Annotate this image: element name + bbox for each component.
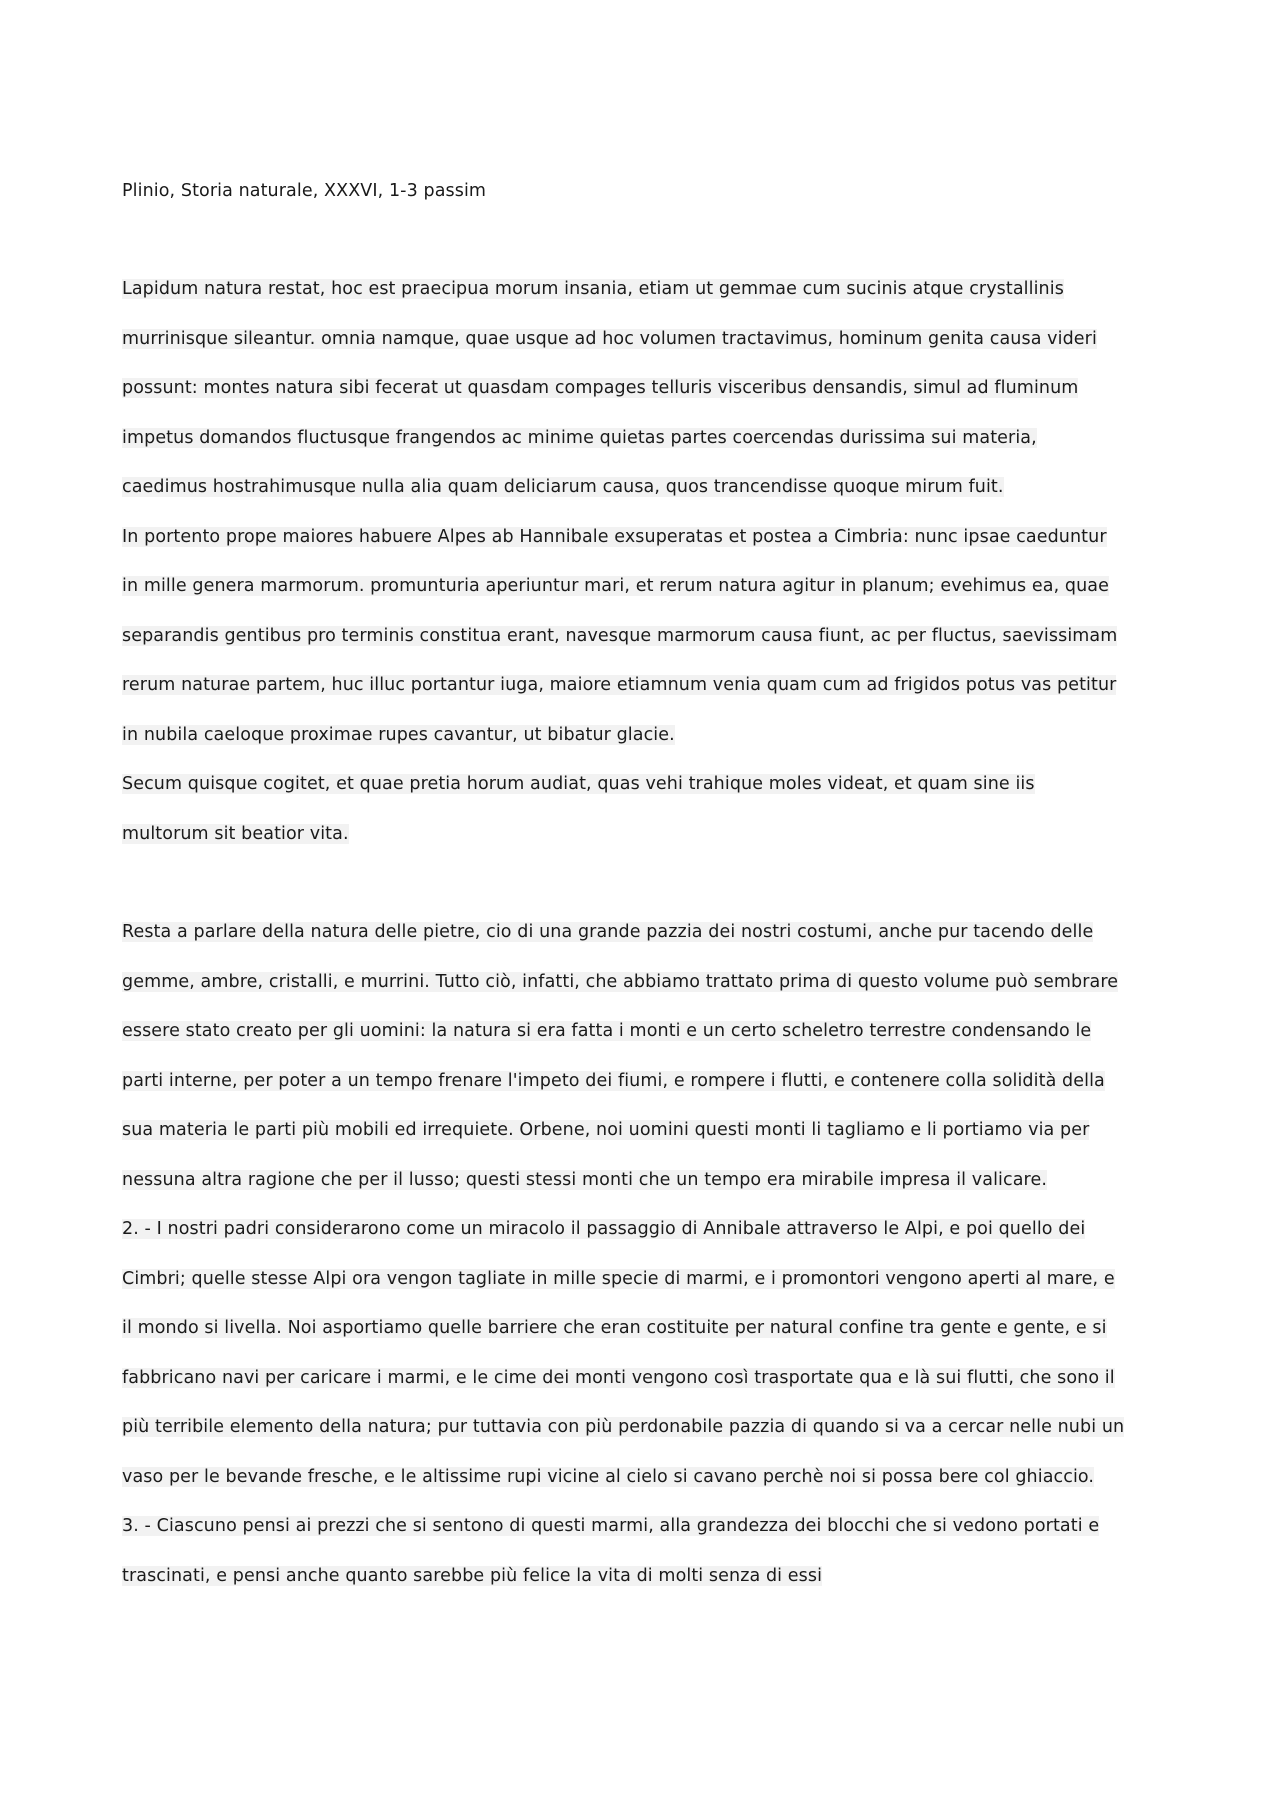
italian-line: vaso per le bevande fresche, e le altissime rupi vicine al cielo si cavano perchè noi si possa bere col ghiaccio. <box>122 1466 1095 1487</box>
latin-line: impetus domandos fluctusque frangendos ac minime quietas partes coercendas durissima sui materia, <box>122 427 1037 448</box>
italian-text <box>122 917 1172 1610</box>
italian-line: 3. - Ciascuno pensi ai prezzi che si sentono di questi marmi, alla grandezza dei blocchi che si vedono portati e <box>122 1516 1100 1536</box>
italian-line: parti interne, per poter a un tempo frenare l'impeto dei fiumi, e rompere i flutti, e contenere colla solidità della <box>122 1070 1105 1091</box>
latin-line: Lapidum natura restat, hoc est praecipua morum insania, etiam ut gemmae cum sucinis atque crystallinis <box>122 279 1064 299</box>
italian-line: essere stato creato per gli uomini: la natura si era fatta i monti e un certo scheletro terrestre condensando le <box>122 1021 1092 1041</box>
latin-text <box>122 274 1172 868</box>
italian-line: il mondo si livella. Noi asportiamo quelle barriere che eran costituite per natural confine tra gente e gente, e si <box>122 1318 1107 1338</box>
document-title: Plinio, Storia naturale, XXXVI, 1-3 passim <box>122 181 487 201</box>
italian-line: più terribile elemento della natura; pur tuttavia con più perdonabile pazzia di quando si va a cercar nelle nubi un <box>122 1417 1125 1437</box>
italian-line: Resta a parlare della natura delle pietre, cio di una grande pazzia dei nostri costumi, anche pur tacendo delle <box>122 922 1094 942</box>
italian-line: nessuna altra ragione che per il lusso; questi stessi monti che un tempo era mirabile impresa il valicare. <box>122 1169 1047 1190</box>
paragraph-gap <box>122 868 1172 917</box>
document-page <box>122 176 1172 1610</box>
latin-line: Secum quisque cogitet, et quae pretia horum audiat, quas vehi trahique moles videat, et quam sine iis <box>122 774 1035 794</box>
latin-line: caedimus hostrahimusque nulla alia quam deliciarum causa, quos trancendisse quoque mirum fuit. <box>122 477 1004 497</box>
latin-line: In portento prope maiores habuere Alpes ab Hannibale exsuperatas et postea a Cimbria: nunc ipsae caeduntur <box>122 526 1107 547</box>
italian-line: fabbricano navi per caricare i marmi, e le cime dei monti vengono così trasportate qua e là sui flutti, che sono il <box>122 1367 1115 1388</box>
latin-line: possunt: montes natura sibi fecerat ut quasdam compages telluris visceribus densandis, simul ad fluminum <box>122 378 1079 398</box>
italian-line: trascinati, e pensi anche quanto sarebbe più felice la vita di molti senza di essi <box>122 1565 823 1586</box>
latin-line: separandis gentibus pro terminis constitua erant, navesque marmorum causa fiunt, ac per fluctus, saevissimam <box>122 625 1118 646</box>
latin-line: in nubila caeloque proximae rupes cavantur, ut bibatur glacie. <box>122 724 675 745</box>
latin-line: murrinisque sileantur. omnia namque, quae usque ad hoc volumen tractavimus, hominum genita causa videri <box>122 328 1097 349</box>
italian-line: Cimbri; quelle stesse Alpi ora vengon tagliate in mille specie di marmi, e i promontori vengono aperti al mare, e <box>122 1268 1115 1289</box>
latin-line: multorum sit beatior vita. <box>122 823 349 844</box>
latin-line: in mille genera marmorum. promunturia aperiuntur mari, et rerum natura agitur in planum; evehimus ea, quae <box>122 576 1110 596</box>
italian-line: sua materia le parti più mobili ed irrequiete. Orbene, noi uomini questi monti li tagliamo e li portiamo via per <box>122 1120 1090 1140</box>
italian-line: 2. - I nostri padri considerarono come un miracolo il passaggio di Annibale attraverso le Alpi, e poi quello dei <box>122 1219 1086 1239</box>
latin-line: rerum naturae partem, huc illuc portantur iuga, maiore etiamnum venia quam cum ad frigidos potus vas petitur <box>122 675 1117 695</box>
italian-line: gemme, ambre, cristalli, e murrini. Tutto ciò, infatti, che abbiamo trattato prima di questo volume può sembrare <box>122 971 1119 992</box>
